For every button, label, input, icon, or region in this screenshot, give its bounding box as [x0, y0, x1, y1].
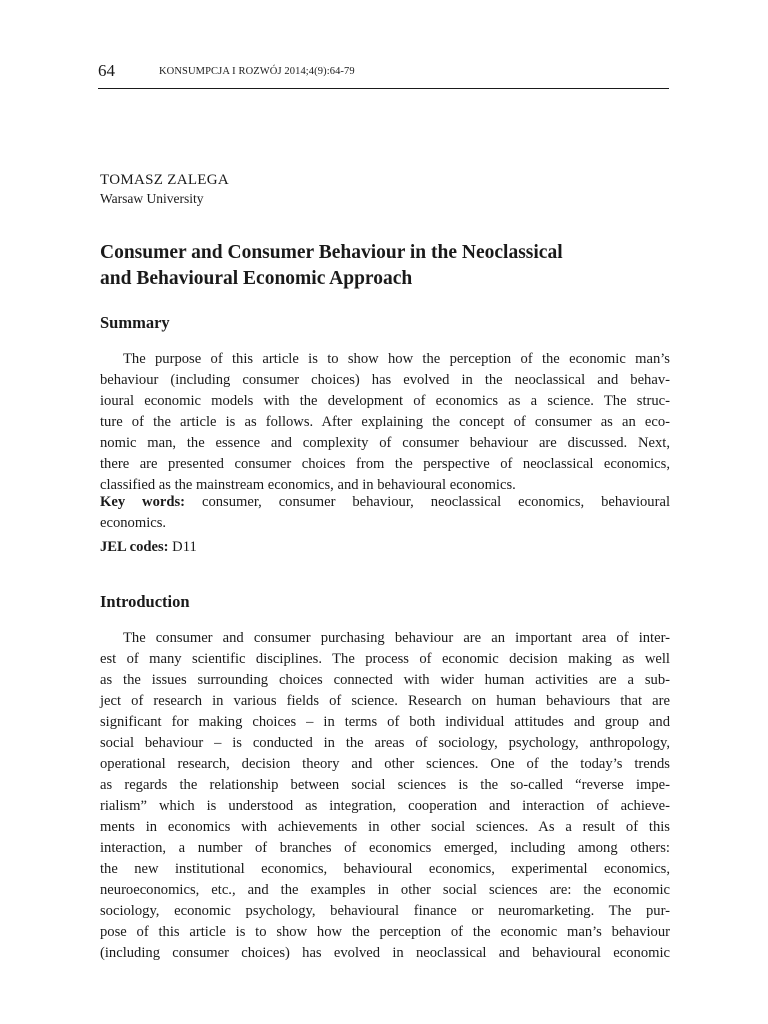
introduction-line: The consumer and consumer purchasing behaviour are an important area of inter- — [123, 630, 670, 646]
summary-line: nomic man, the essence and complexity of consumer behaviour are discussed. Next, — [100, 435, 670, 451]
introduction-line: significant for making choices – in terms of both individual attitudes and group and — [100, 714, 670, 730]
summary-paragraph — [100, 349, 670, 496]
summary-line: ioural economic models with the development of economics as a science. The struc- — [100, 393, 670, 409]
article-title-line: Consumer and Consumer Behaviour in the Neoclassical — [100, 242, 563, 263]
introduction-line: as regards the relationship between social sciences is the so-called “reverse impe- — [100, 777, 670, 793]
introduction-line: sociology, economic psychology, behavioural finance or neuromarketing. The pur- — [100, 903, 670, 919]
introduction-line: neuroeconomics, etc., and the examples in other social sciences are: the economic — [100, 882, 670, 898]
introduction-line: social behaviour – is conducted in the areas of sociology, psychology, anthropology, — [100, 735, 670, 751]
introduction-paragraph — [100, 628, 670, 964]
key-words-line — [100, 492, 670, 513]
key-words-line: economics. — [100, 515, 167, 531]
introduction-line: rialism” which is understood as integration, cooperation and interaction of achieve- — [100, 798, 670, 814]
article-title — [100, 240, 670, 292]
article-title-line: and Behavioural Economic Approach — [100, 268, 413, 289]
key-words-value: consumer, consumer behaviour, neoclassical economics, behavioural — [201, 494, 670, 510]
summary-line: behaviour (including consumer choices) has evolved in the neoclassical and behav- — [100, 372, 670, 388]
jel-codes-value: D11 — [172, 539, 197, 555]
summary-line: ture of the article is as follows. After explaining the concept of consumer as an eco- — [100, 414, 670, 430]
running-header — [98, 60, 669, 89]
introduction-line: (including consumer choices) has evolved in neoclassical and behavioural economic — [100, 945, 670, 961]
summary-line: classified as the mainstream economics, and in behavioural economics. — [100, 477, 516, 493]
introduction-line: pose of this article is to show how the perception of the economic man’s behaviour — [100, 924, 670, 940]
page-number: 64 — [98, 61, 115, 80]
introduction-heading: Introduction — [100, 592, 190, 611]
jel-codes-line — [100, 537, 670, 558]
author-affiliation: Warsaw University — [100, 191, 204, 206]
jel-codes — [100, 537, 670, 558]
key-words-label: Key words: — [100, 494, 186, 510]
jel-codes-label: JEL codes: — [100, 539, 169, 555]
introduction-line: as the issues surrounding choices connected with wider human activities are a sub- — [100, 672, 670, 688]
journal-reference: KONSUMPCJA I ROZWÓJ 2014;4(9):64-79 — [159, 66, 355, 77]
key-words — [100, 492, 670, 534]
summary-heading: Summary — [100, 313, 170, 332]
author-name: TOMASZ ZALEGA — [100, 172, 230, 188]
introduction-line: ments in economics with achievements in other social sciences. As a result of this — [100, 819, 670, 835]
introduction-line: operational research, decision theory and other sciences. One of the today’s trends — [100, 756, 670, 772]
introduction-line: interaction, a number of branches of economics emerged, including among others: — [100, 840, 670, 856]
summary-line: there are presented consumer choices from the perspective of neoclassical economics, — [100, 456, 670, 472]
introduction-line: est of many scientific disciplines. The process of economic decision making as well — [100, 651, 670, 667]
summary-line: The purpose of this article is to show how the perception of the economic man’s — [123, 351, 670, 367]
introduction-line: the new institutional economics, behavioural economics, experimental economics, — [100, 861, 670, 877]
introduction-line: ject of research in various fields of science. Research on human behaviours that are — [100, 693, 670, 709]
